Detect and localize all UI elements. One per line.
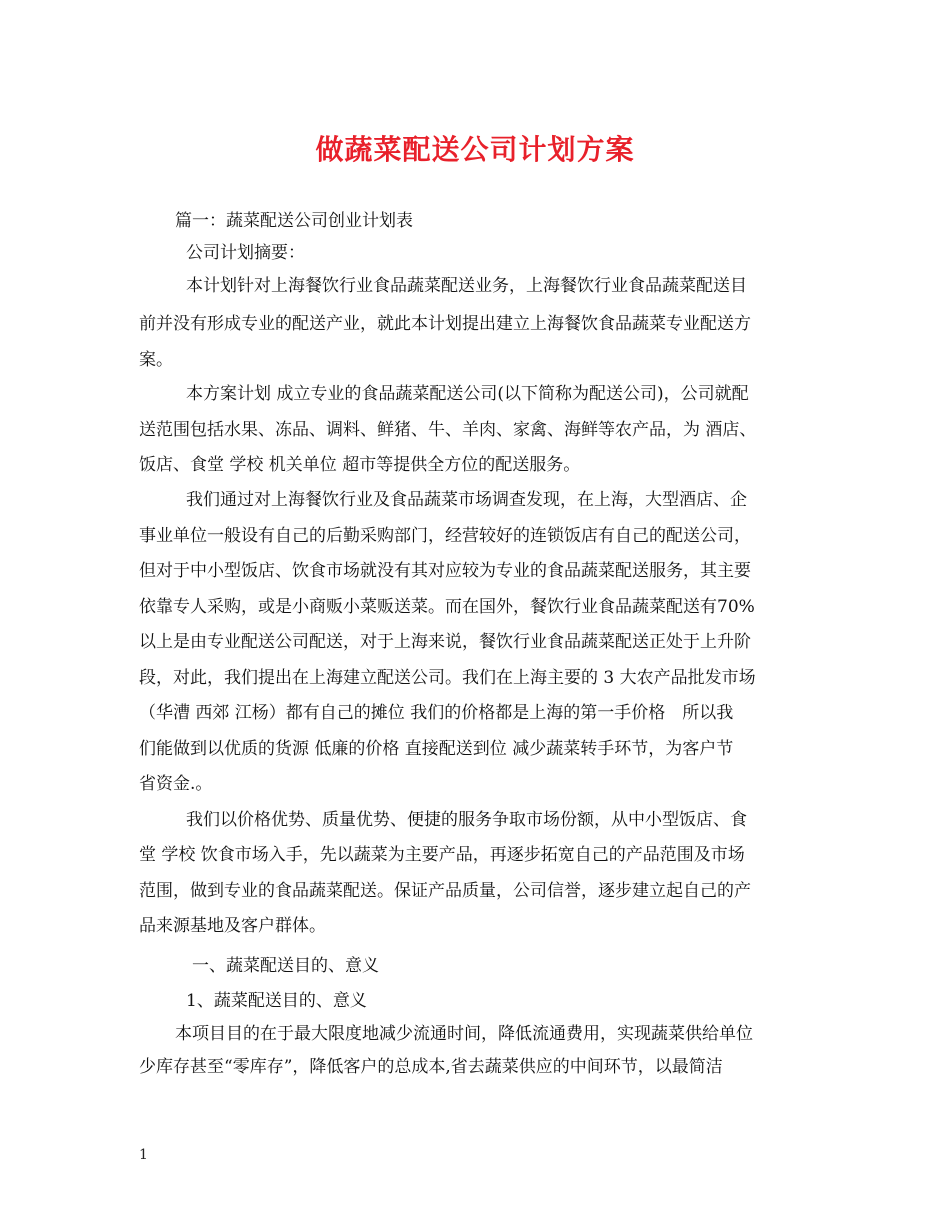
paragraph-line: 饭店、食堂 学校 机关单位 超市等提供全方位的配送服务。 <box>139 455 581 475</box>
paragraph-line: 篇一：蔬菜配送公司创业计划表 <box>175 211 413 231</box>
paragraph-line: 本计划针对上海餐饮行业食品蔬菜配送业务，上海餐饮行业食品蔬菜配送目 <box>186 276 747 296</box>
paragraph-line: 品来源基地及客户群体。 <box>139 916 326 936</box>
document-title: 做蔬菜配送公司计划方案 <box>315 133 635 166</box>
subsection-heading: 1、蔬菜配送目的、意义 <box>186 991 367 1011</box>
paragraph-line: 我们以价格优势、质量优势、便捷的服务争取市场份额，从中小型饭店、食 <box>186 810 747 830</box>
paragraph-line: 以上是由专业配送公司配送，对于上海来说，餐饮行业食品蔬菜配送正处于上升阶 <box>139 632 751 652</box>
paragraph-line: 前并没有形成专业的配送产业，就此本计划提出建立上海餐饮食品蔬菜专业配送方 <box>139 314 751 334</box>
paragraph-line: 本项目目的在于最大限度地减少流通时间，降低流通费用，实现蔬菜供给单位 <box>175 1024 753 1044</box>
paragraph-line: 依靠专人采购，或是小商贩小菜贩送菜。而在国外，餐饮行业食品蔬菜配送有70% <box>139 597 755 617</box>
paragraph-line: 但对于中小型饭店、饮食市场就没有其对应较为专业的食品蔬菜配送服务，其主要 <box>139 561 751 581</box>
paragraph-line: （华漕 西郊 江杨）都有自己的摊位 我们的价格都是上海的第一手价格 所以我 <box>139 703 734 723</box>
paragraph-line: 范围，做到专业的食品蔬菜配送。保证产品质量，公司信誉，逐步建立起自己的产 <box>139 881 751 901</box>
paragraph-line: 们能做到以优质的货源 低廉的价格 直接配送到位 减少蔬菜转手环节，为客户节 <box>139 739 734 759</box>
paragraph-line: 堂 学校 饮食市场入手，先以蔬菜为主要产品，再逐步拓宽自己的产品范围及市场 <box>139 845 745 865</box>
paragraph-line: 少库存甚至“零库存”，降低客户的总成本,省去蔬菜供应的中间环节，以最简洁 <box>139 1057 723 1077</box>
paragraph-line: 案。 <box>139 350 173 370</box>
paragraph-line: 省资金.。 <box>139 774 213 794</box>
paragraph-line: 公司计划摘要： <box>186 243 305 263</box>
page-number: 1 <box>139 1147 148 1163</box>
paragraph-line: 送范围包括水果、冻品、调料、鲜猪、牛、羊肉、家禽、海鲜等农产品，为 酒店、 <box>139 420 757 440</box>
paragraph-line: 本方案计划 成立专业的食品蔬菜配送公司(以下简称为配送公司)，公司就配 <box>186 384 749 404</box>
section-heading: 一、蔬菜配送目的、意义 <box>192 956 379 976</box>
paragraph-line: 段，对此，我们提出在上海建立配送公司。我们在上海主要的 3 大农产品批发市场 <box>139 668 756 688</box>
paragraph-line: 我们通过对上海餐饮行业及食品蔬菜市场调查发现，在上海，大型酒店、企 <box>186 490 747 510</box>
paragraph-line: 事业单位一般设有自己的后勤采购部门，经营较好的连锁饭店有自己的配送公司， <box>139 526 751 546</box>
